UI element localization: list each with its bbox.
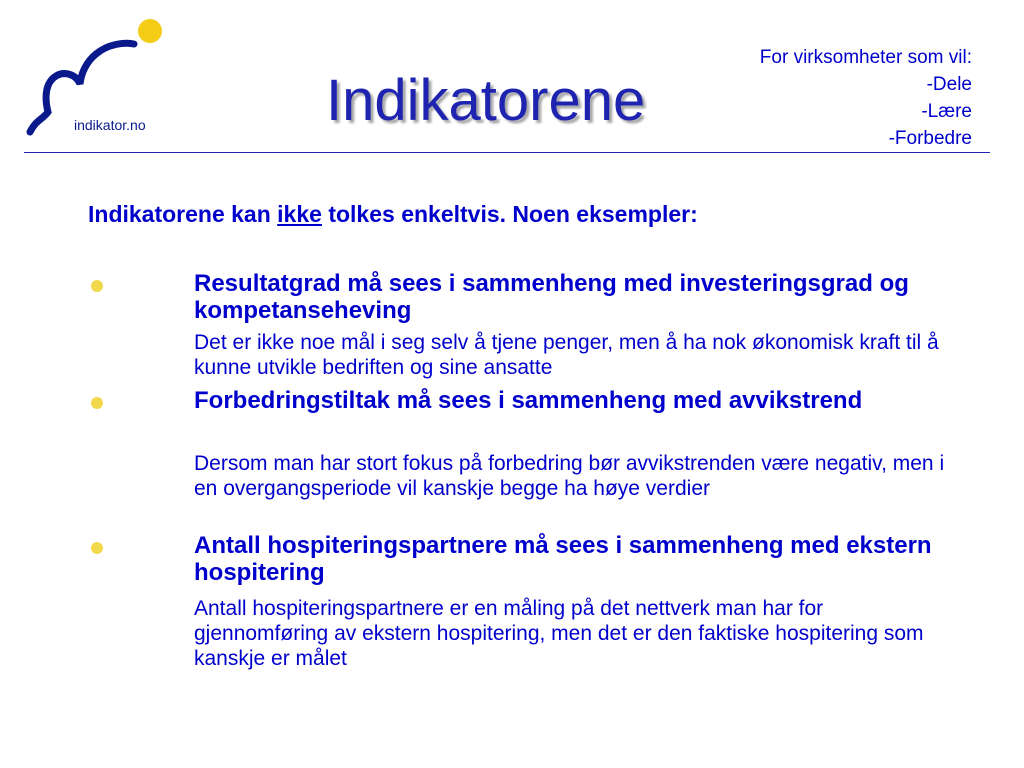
tagline-line: -Forbedre bbox=[888, 128, 972, 149]
item-body: Det er ikke noe mål i seg selv å tjene penger, men å ha nok økonomisk kraft til å kunne utvikle bedriften og sine ansatte bbox=[194, 331, 939, 379]
item-body: Antall hospiteringspartnere er en måling på det nettverk man har for gjennomføring av ekstern hospitering, men det er den faktiske hospitering som kanskje er målet bbox=[194, 597, 924, 670]
item-heading: Resultatgrad må sees i sammenheng med investeringsgrad og kompetanseheving bbox=[194, 270, 909, 324]
item-heading: Forbedringstiltak må sees i sammenheng med avvikstrend bbox=[194, 387, 863, 414]
tagline-line: -Dele bbox=[926, 74, 972, 95]
logo-text: indikator.no bbox=[74, 117, 146, 133]
bullet-icon bbox=[91, 280, 103, 292]
bullet-icon bbox=[91, 397, 103, 409]
logo bbox=[26, 16, 176, 141]
slide-title: Indikatorene bbox=[326, 68, 646, 133]
sun-icon bbox=[138, 19, 162, 43]
intro-text bbox=[88, 201, 698, 228]
intro-before: Indikatorene kan bbox=[88, 201, 278, 227]
header-divider bbox=[24, 152, 990, 153]
intro-after: tolkes enkeltvis. Noen eksempler: bbox=[321, 201, 698, 227]
item-body: Dersom man har stort fokus på forbedring bør avvikstrenden være negativ, men i en overgangsperiode vil kanskje begge ha høye verdier bbox=[194, 452, 945, 500]
tagline-line: For virksomheter som vil: bbox=[759, 47, 972, 68]
tagline bbox=[760, 44, 972, 152]
intro-underlined: ikke bbox=[277, 201, 322, 227]
tagline-line: -Lære bbox=[921, 101, 972, 122]
bullet-icon bbox=[91, 542, 103, 554]
item-heading: Antall hospiteringspartnere må sees i sammenheng med ekstern hospitering bbox=[194, 532, 932, 586]
